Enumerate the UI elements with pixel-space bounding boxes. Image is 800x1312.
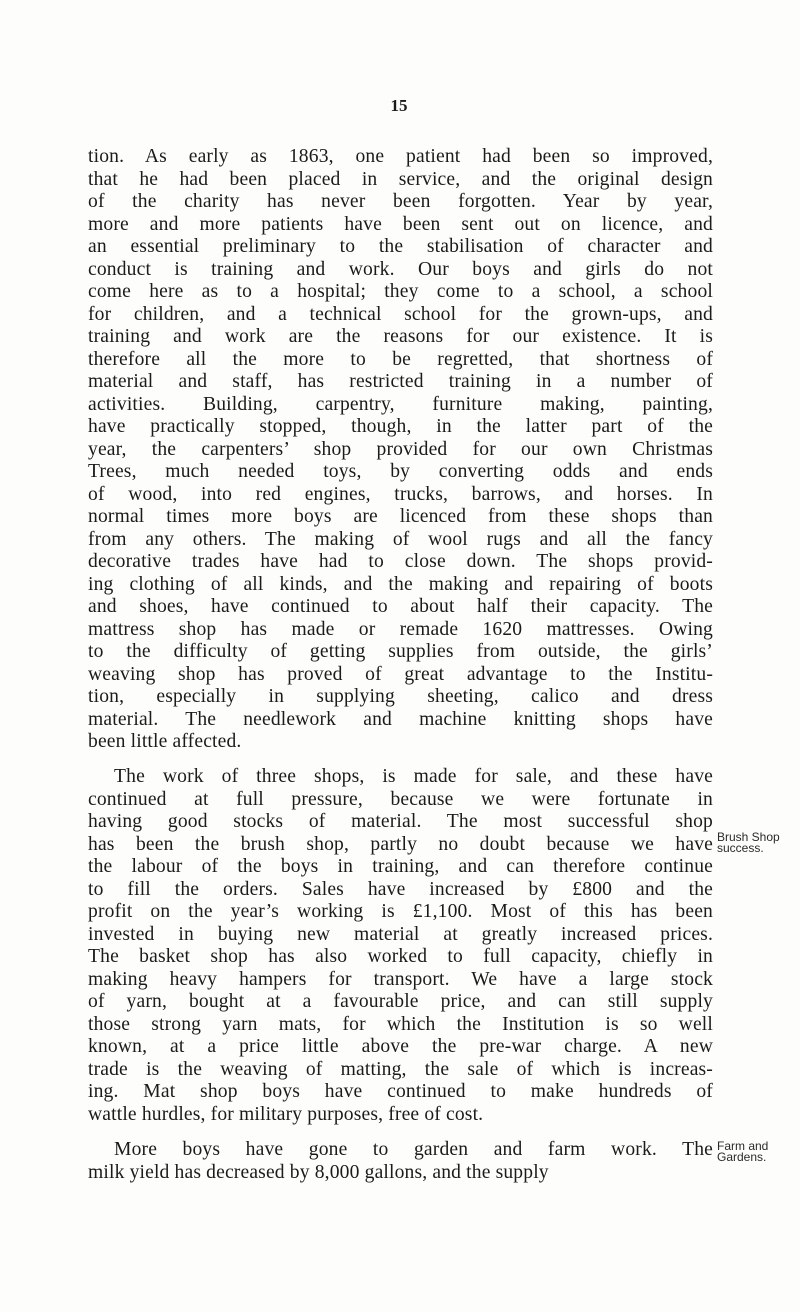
text-line: The basket shop has also worked to full capacity, chiefly in <box>88 946 713 967</box>
text-line: invested in buying new material at greatly increased prices. <box>88 923 713 945</box>
text-line: tion. As early as 1863, one patient had been so improved, <box>88 146 713 167</box>
text-line: and shoes, have continued to about half their capacity. The <box>88 596 713 617</box>
margin-note-brush-shop <box>717 832 797 854</box>
text-line: profit on the year’s working is £1,100. Most of this has been <box>88 901 713 922</box>
text-line: been little affected. <box>88 731 242 752</box>
text-line: come here as to a hospital; they come to a school, a school <box>88 281 713 302</box>
text-line: The work of three shops, is made for sale, and these have <box>114 766 713 787</box>
text-line: therefore all the more to be regretted, that shortness of <box>88 348 713 370</box>
text-line: ing. Mat shop boys have continued to make hundreds of <box>88 1081 713 1102</box>
text-line: for children, and a technical school for the grown-ups, and <box>88 303 713 325</box>
text-line: known, at a price little above the pre-war charge. A new <box>88 1036 713 1057</box>
text-line: Trees, much needed toys, by converting odds and ends <box>88 461 713 482</box>
text-line: training and work are the reasons for our existence. It is <box>88 326 713 347</box>
text-line: of the charity has never been forgotten. Year by year, <box>88 191 713 212</box>
margin-note-line: Brush Shop <box>717 830 780 844</box>
text-line: ing clothing of all kinds, and the making and repairing of boots <box>88 573 713 595</box>
text-line: material and staff, has restricted training in a number of <box>88 371 713 392</box>
text-line: conduct is training and work. Our boys and girls do not <box>88 258 713 280</box>
text-line: year, the carpenters’ shop provided for our own Christmas <box>88 438 713 460</box>
paragraph-training-and-work <box>88 146 713 754</box>
text-line: to the difficulty of getting supplies from outside, the girls’ <box>88 641 713 662</box>
text-line: of yarn, bought at a favourable price, and can still supply <box>88 991 713 1012</box>
text-line: of wood, into red engines, trucks, barrows, and horses. In <box>88 483 713 505</box>
text-line: decorative trades have had to close down. The shops provid- <box>88 551 713 572</box>
margin-note-line: Gardens. <box>717 1150 767 1164</box>
page-number: 15 <box>390 96 408 115</box>
text-line: More boys have gone to garden and farm work. The <box>114 1139 713 1160</box>
margin-note-line: success. <box>717 841 764 855</box>
text-line: has been the brush shop, partly no doubt because we have <box>88 833 713 855</box>
text-line: an essential preliminary to the stabilisation of character and <box>88 236 713 257</box>
text-line: have practically stopped, though, in the latter part of the <box>88 416 713 437</box>
text-line: from any others. The making of wool rugs and all the fancy <box>88 528 713 550</box>
text-line: activities. Building, carpentry, furniture making, painting, <box>88 393 713 415</box>
text-line: weaving shop has proved of great advantage to the Institu- <box>88 663 713 685</box>
text-line: to fill the orders. Sales have increased by £800 and the <box>88 878 713 900</box>
text-line: milk yield has decreased by 8,000 gallons, and the supply <box>88 1161 549 1183</box>
margin-note-line: Farm and <box>717 1139 769 1153</box>
text-line: the labour of the boys in training, and can therefore continue <box>88 856 713 877</box>
text-line: normal times more boys are licenced from these shops than <box>88 506 713 527</box>
text-line: trade is the weaving of matting, the sale of which is increas- <box>88 1058 713 1080</box>
text-line: material. The needlework and machine knitting shops have <box>88 708 713 730</box>
paragraph-farm-work <box>88 1139 713 1184</box>
text-line: mattress shop has made or remade 1620 mattresses. Owing <box>88 618 713 640</box>
text-line: wattle hurdles, for military purposes, free of cost. <box>88 1103 484 1125</box>
text-line: those strong yarn mats, for which the Institution is so well <box>88 1013 713 1035</box>
text-line: that he had been placed in service, and the original design <box>88 168 713 190</box>
margin-note-farm-gardens <box>717 1141 797 1163</box>
paragraph-sale-shops <box>88 766 713 1126</box>
text-line: making heavy hampers for transport. We have a large stock <box>88 968 713 990</box>
text-line: having good stocks of material. The most successful shop <box>88 811 713 832</box>
text-line: continued at full pressure, because we were fortunate in <box>88 788 713 810</box>
text-line: more and more patients have been sent out on licence, and <box>88 213 713 235</box>
text-line: tion, especially in supplying sheeting, calico and dress <box>88 686 713 707</box>
